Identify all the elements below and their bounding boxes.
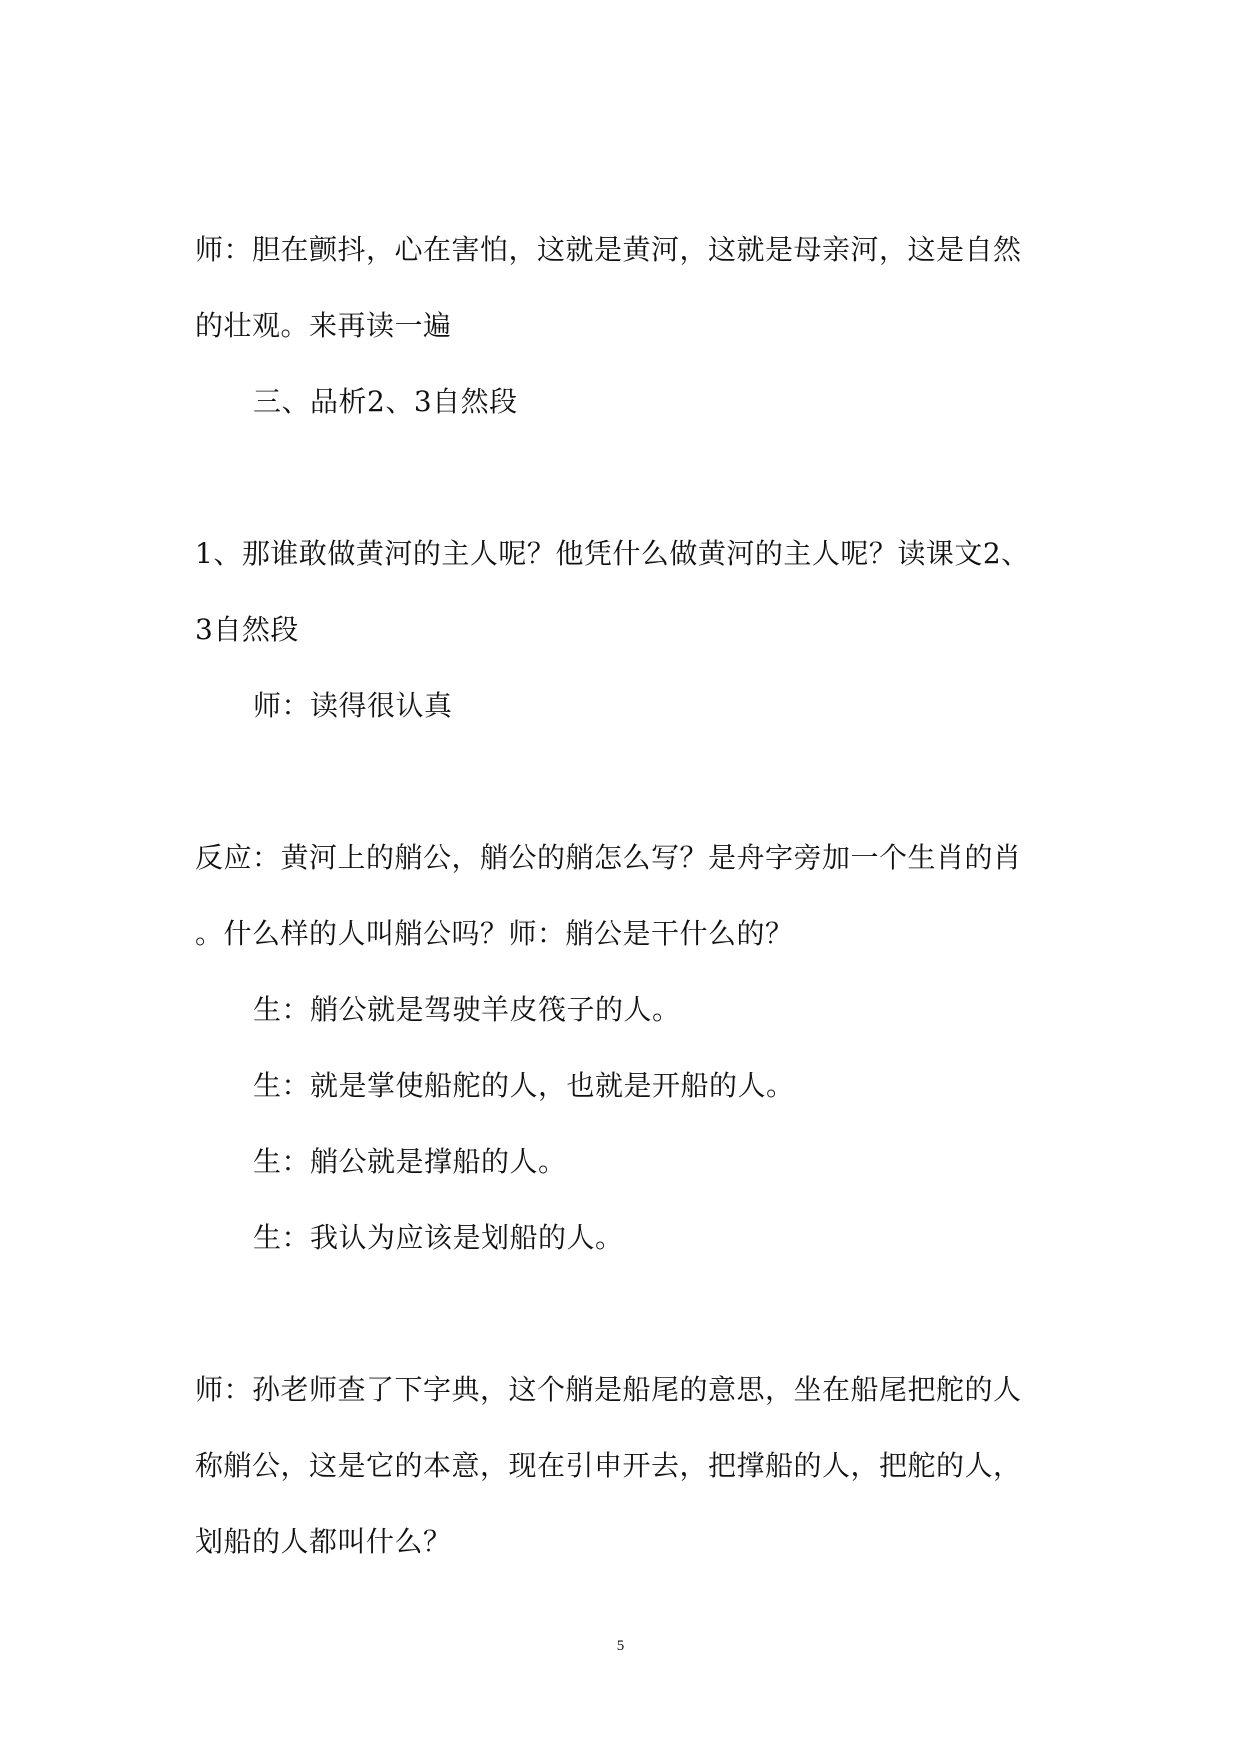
text-line: 反应：黄河上的艄公，艄公的艄怎么写？是舟字旁加一个生肖的肖 [195,841,1022,874]
student-line: 生：艄公就是驾驶羊皮筏子的人。 [253,993,681,1026]
text-line: 。什么样的人叫艄公吗？师：艄公是干什么的？ [195,917,794,950]
student-line: 生：就是掌使船舵的人，也就是开船的人。 [253,1069,795,1102]
text-line: 划船的人都叫什么？ [195,1525,452,1558]
teacher-line: 师：读得很认真 [253,689,453,722]
section-heading: 三、品析2、3自然段 [253,385,518,418]
page-number: 5 [616,1638,625,1654]
question-line: 1、那谁敢做黄河的主人呢？他凭什么做黄河的主人呢？读课文2、 [195,537,1030,570]
text-line: 称艄公，这是它的本意，现在引申开去，把撑船的人，把舵的人， [195,1449,1022,1482]
text-line: 3自然段 [195,613,299,646]
text-line: 师：胆在颤抖，心在害怕，这就是黄河，这就是母亲河，这是自然 [195,233,1022,266]
text-line: 的壮观。来再读一遍 [195,309,452,342]
teacher-line: 师：孙老师查了下字典，这个艄是船尾的意思，坐在船尾把舵的人 [195,1373,1022,1406]
student-line: 生：我认为应该是划船的人。 [253,1221,624,1254]
student-line: 生：艄公就是撑船的人。 [253,1145,567,1178]
